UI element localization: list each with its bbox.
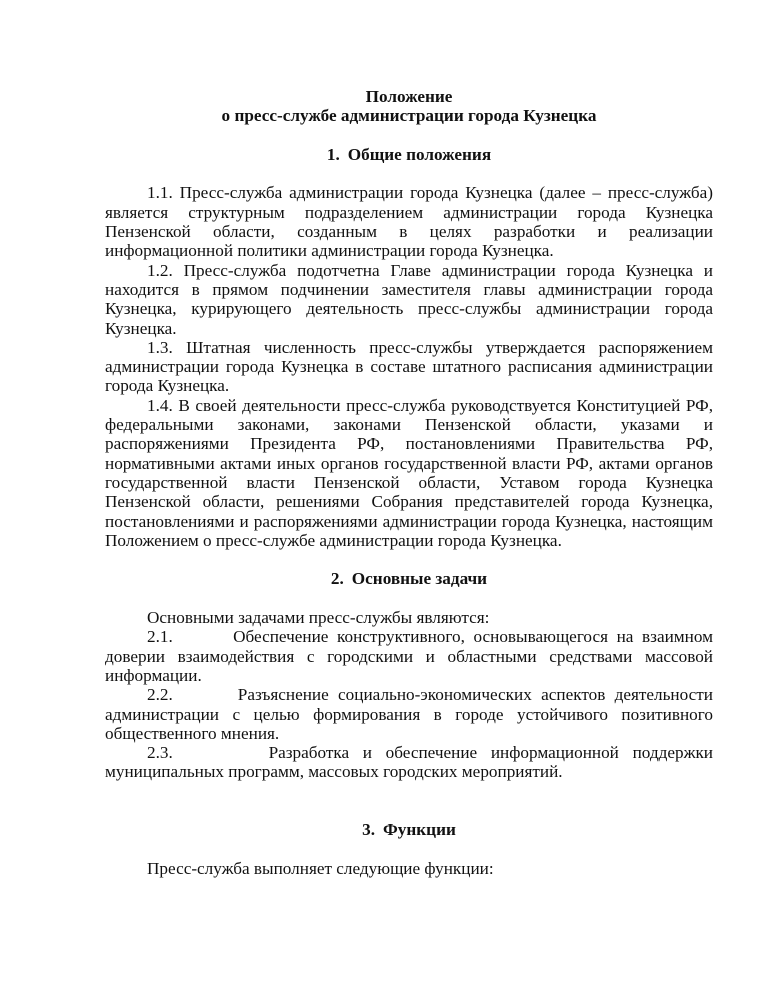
- section-2-intro: Основными задачами пресс-службы являются:: [147, 608, 490, 628]
- section-title: Основные задачи: [351, 569, 488, 589]
- document-title: [105, 87, 713, 126]
- item-text: Разъяснение социально-экономических аспектов деятельности администрации с целью формирования в городе устойчивого позитивного общественного мнения.: [105, 685, 713, 743]
- paragraph-1-4: 1.4. В своей деятельности пресс-служба руководствуется Конституцией РФ, федеральными законами, законами Пензенской области, указами и распоряжениями Президента РФ, постановлениями Правительства РФ, нормативными актами иных органов государственной власти РФ, актами органов государственной власти Пензенской области, Уставом города Кузнецка Пензенской области, решениями Собрания представителей города Кузнецка, постановлениями и распоряжениями администрации города Кузнецка, настоящим Положением о пресс-службе администрации города Кузнецка.: [105, 395, 713, 550]
- section-number: 2.: [330, 569, 344, 589]
- item-number: 2.1.: [147, 627, 173, 647]
- section-1-heading: [105, 145, 713, 164]
- paragraph-2-2: [105, 685, 713, 743]
- paragraph-1-1: 1.1. Пресс-служба администрации города Кузнецка (далее – пресс-служба) является структурным подразделением администрации города Кузнецка Пензенской области, созданным в целях разработки и реализации информационной политики администрации города Кузнецка.: [105, 183, 713, 261]
- section-3-heading: [105, 820, 713, 839]
- title-line-1: Положение: [365, 87, 453, 106]
- item-text: Разработка и обеспечение информационной поддержки муниципальных программ, массовых городских мероприятий.: [105, 743, 713, 782]
- section-title: Общие положения: [347, 144, 492, 164]
- section-number: 3.: [362, 820, 375, 840]
- item-text: Обеспечение конструктивного, основывающегося на взаимном доверии взаимодействия с городскими и областными средствами массовой информации.: [105, 627, 714, 685]
- paragraph-1-3: 1.3. Штатная численность пресс-службы утверждается распоряжением администрации города Кузнецка в составе штатного расписания администрации города Кузнецка.: [105, 337, 713, 396]
- section-3-intro: Пресс-служба выполняет следующие функции:: [147, 858, 494, 878]
- section-2-heading: [105, 569, 713, 588]
- item-number: 2.3.: [147, 743, 173, 763]
- paragraph-2-3: [105, 743, 713, 782]
- section-title: Функции: [383, 820, 456, 840]
- paragraph-1-2: 1.2. Пресс-служба подотчетна Главе администрации города Кузнецка и находится в прямом подчинении заместителя главы администрации города Кузнецка, курирующего деятельность пресс-службы администрации города Кузнецка.: [105, 260, 713, 338]
- item-number: 2.2.: [147, 685, 173, 705]
- paragraph-2-1: [105, 627, 713, 685]
- section-number: 1.: [326, 144, 340, 164]
- title-line-2: о пресс-службе администрации города Кузнецка: [221, 106, 597, 126]
- document-content: [105, 87, 713, 878]
